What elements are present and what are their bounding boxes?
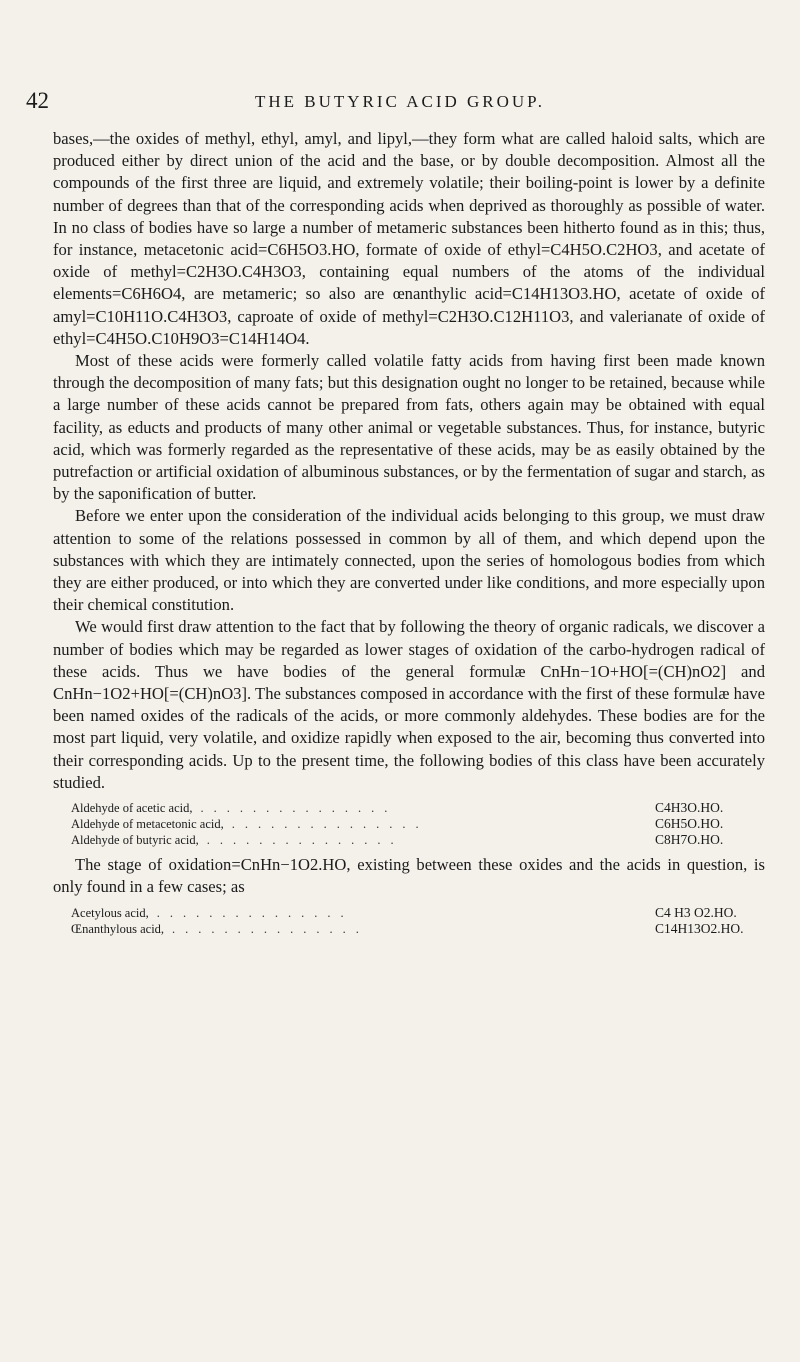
body-text xyxy=(53,128,765,943)
paragraph-relations: Before we enter upon the consideration of the individual acids belonging to this group, we must draw attention to some of the relations possessed in common by all of them, and which depend upon the substances with which they are intimately connected, upon the series of homologous bodies from which they are either produced, or into which they are converted under like conditions, and more especially upon their chemical constitution. xyxy=(53,506,765,615)
list-item: Aldehyde of metacetonic acid, ............... C6H5O.HO. xyxy=(71,816,765,832)
aldehyde-list xyxy=(71,800,765,848)
formula: C14H13O2.HO. xyxy=(655,920,744,936)
running-head: THE BUTYRIC ACID GROUP. xyxy=(254,92,546,111)
list-item: Acetylous acid, ............... C4 H3 O2.HO. xyxy=(71,905,765,921)
list-item: Aldehyde of butyric acid, ............... C8H7O.HO. xyxy=(71,832,765,848)
formula: C8H7O.HO. xyxy=(655,832,724,848)
intermediate-list xyxy=(71,905,765,937)
paragraph-bases: bases,—the oxides of methyl, ethyl, amyl, and lipyl,—they form what are called haloid salts, which are produced either by direct union of the acid and the base, or by double decomposition. Almost all the compounds of the first three are liquid, and extremely volatile; their boiling-point is lower by a definite number of degrees than that of the corresponding acids when deprived as thoroughly as possible of water. In no class of bodies have so large a number of metameric substances been hitherto found as in this; thus, for instance, metacetonic acid=C6H5O3.HO, formate of oxide of ethyl=C4H5O.C2HO3, and acetate of oxide of methyl=C2H3O.C4H3O3, containing equal numbers of the atoms of the individual elements=C6H6O4, are metameric; so also are œnanthylic acid=C14H13O3.HO, acetate of oxide of amyl=C10H11O.C4H3O3, caproate of oxide of methyl=C2H3O.C12H11O3, and valerianate of oxide of ethyl=C4H5O.C10H9O3=C14H14O4. xyxy=(53,129,765,348)
list-item: Œnanthylous acid, ............... C14H13O2.HO. xyxy=(71,921,765,937)
formula: C6H5O.HO. xyxy=(655,816,724,832)
paragraph-stage-of-oxidation: The stage of oxidation=CnHn−1O2.HO, existing between these oxides and the acids in question, is only found in a few cases; as xyxy=(53,855,765,897)
formula: C4H3O.HO. xyxy=(655,800,724,816)
paragraph-volatile-fatty-acids: Most of these acids were formerly called volatile fatty acids from having first been made known through the decomposition of many fats; but this designation ought no longer to be retained, because while a large number of these acids cannot be prepared from fats, others again may be obtained with equal facility, as educts and products of many other animal or vegetable substances. Thus, for instance, butyric acid, which was formerly regarded as the representative of these acids, may be as easily obtained by the putrefaction or artificial oxidation of albuminous substances, or by the fermentation of sugar and starch, as by the saponification of butter. xyxy=(53,351,765,504)
page-header xyxy=(0,88,800,114)
list-item: Aldehyde of acetic acid, ............... C4H3O.HO. xyxy=(71,800,765,816)
formula: C4 H3 O2.HO. xyxy=(655,904,737,920)
page-number: 42 xyxy=(26,88,49,113)
paragraph-organic-radicals: We would first draw attention to the fact that by following the theory of organic radicals, we discover a number of bodies which may be regarded as lower stages of oxidation of the carbo-hydrogen radical of these acids. Thus we have bodies of the general formulæ CnHn−1O+HO[=(CH)nO2] and CnHn−1O2+HO[=(CH)nO3]. The substances composed in accordance with the first of these formulæ have been named oxides of the radicals of the acids, or more commonly aldehydes. These bodies are for the most part liquid, very volatile, and oxidize rapidly when exposed to the air, becoming thus converted into their corresponding acids. Up to the present time, the following bodies of this class have been accurately studied. xyxy=(53,617,765,792)
